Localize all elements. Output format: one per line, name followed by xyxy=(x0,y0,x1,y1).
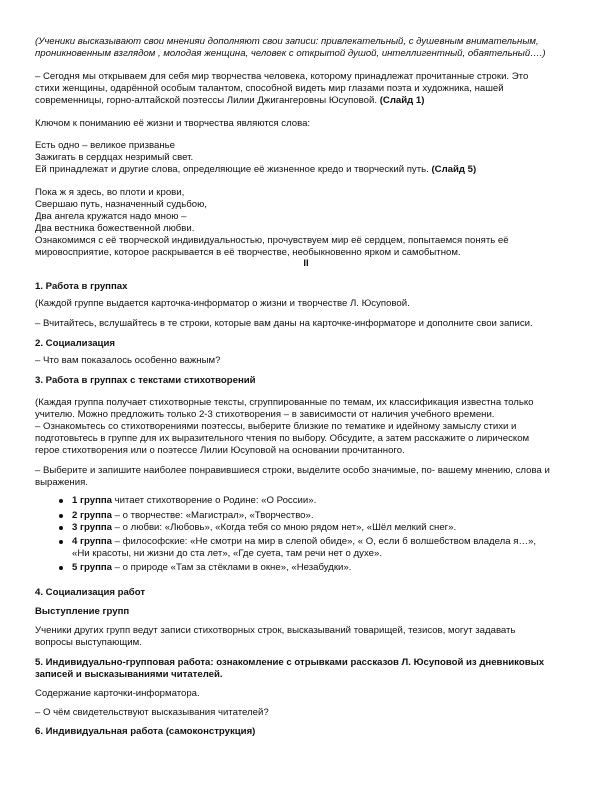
section-6-heading: 6. Индивидуальная работа (самоконструкция) xyxy=(35,726,256,737)
bullet-icon xyxy=(58,562,66,574)
bullet-icon xyxy=(58,510,66,522)
section-4-heading: 4. Социализация работ xyxy=(35,587,146,598)
group-text: – о творчестве: «Магистрал», «Творчество». xyxy=(112,510,314,521)
section-3-paragraph-1-line-4: подготовьтесь в группе для их выразительного чтения по выбору. Обсудите, а затем расскажите о лирическом xyxy=(35,433,530,444)
bullet-icon xyxy=(58,536,66,548)
section-2-paragraph-1: – Что вам показалось особенно важным? xyxy=(35,355,221,366)
intro-paragraph-1-line-2: стихи женщины, одарённой особым талантом, способной видеть мир глазами поэта и художника, нашей xyxy=(35,83,504,94)
slide-5-label: (Слайд 5) xyxy=(431,164,477,175)
intro-paragraph-1-line-3 xyxy=(35,95,424,108)
section-3-paragraph-1-line-3: – Ознакомьтесь со стихотворениями поэтессы, выберите близкие по тематике и идейному замыслу стихи и xyxy=(35,421,517,432)
poem-line-3: Два ангела кружатся надо мною – xyxy=(35,211,187,222)
section-3-paragraph-2-line-1: – Выберите и запишите наиболее понравившиеся строки, выделите особо значимые, по- вашему мнению, слова и xyxy=(35,465,550,476)
intro-paragraph-1-line-1: – Сегодня мы открываем для себя мир творчества человека, которому принадлежат прочитанные строки. Это xyxy=(35,71,529,82)
section-5-paragraph-2: – О чём свидетельствуют высказывания читателей? xyxy=(35,707,269,718)
section-4-paragraph-line-1: Ученики других групп ведут записи стихотворных строк, высказываний товарищей, тезисов, могут задавать xyxy=(35,625,516,636)
section-2-heading: 2. Социализация xyxy=(35,338,115,349)
section-3-paragraph-1-line-1: (Каждая группа получает стихотворные тексты, сгруппированные по темам, их классификация известна только xyxy=(35,397,534,408)
slide-1-label: (Слайд 1) xyxy=(379,95,425,106)
list-item xyxy=(72,522,456,535)
intro-italic-line-1: (Ученики высказывают свои мненияи дополняют свои записи: привлекательный, с душевным внимательным, xyxy=(35,36,539,47)
key-words-line: Ключом к пониманию её жизни и творчества являются слова: xyxy=(35,118,311,129)
quote-line-3 xyxy=(35,164,476,177)
group-label: 5 группа xyxy=(72,562,112,573)
quote-line-3-text: Ей принадлежат и другие слова, определяющие её жизненное кредо и творческий путь. xyxy=(35,164,429,175)
list-item xyxy=(72,510,314,523)
group-text: – о природе «Там за стёклами в окне», «Незабудки». xyxy=(112,562,352,573)
group-text: читает стихотворение о Родине: «О России». xyxy=(112,495,317,506)
bullet-icon xyxy=(58,522,66,534)
group-text: – философские: «Не смотри на мир в слепой обиде», « О, если б волшебством владела я…», xyxy=(112,536,537,547)
list-item xyxy=(72,562,351,575)
section-5-heading-line-1: 5. Индивидуально-групповая работа: ознакомление с отрывками рассказов Л. Юсуповой из дневниковых xyxy=(35,657,545,668)
group-label: 1 группа xyxy=(72,495,112,506)
list-item xyxy=(72,536,536,549)
quote-line-1: Есть одно – великое призванье xyxy=(35,140,176,151)
section-numeral: II xyxy=(303,258,309,269)
group-label: 2 группа xyxy=(72,510,112,521)
section-5-paragraph-1: Содержание карточки-информатора. xyxy=(35,688,200,699)
section-3-paragraph-1-line-2: учителю. Можно предложить только 2-3 стихотворения – в зависимости от наличия учебного времени. xyxy=(35,409,495,420)
poem-line-1: Пока ж я здесь, во плоти и крови, xyxy=(35,187,185,198)
group-label: 4 группа xyxy=(72,536,112,547)
intro-paragraph-2-line-1: Ознакомимся с её творческой индивидуальностью, прочувствуем мир её сердцем, попытаемся понять её xyxy=(35,235,509,246)
intro-italic-line-2: проникновенным взглядом , молодая женщина, человек с открытой душой, интеллигентный, обаятельный….) xyxy=(35,48,546,59)
quote-line-2: Зажигать в сердцах незримый свет. xyxy=(35,152,194,163)
section-1-paragraph-1: (Каждой группе выдается карточка-информатор о жизни и творчестве Л. Юсуповой. xyxy=(35,298,410,309)
section-4-subheading: Выступление групп xyxy=(35,606,130,617)
poem-line-2: Свершаю путь, назначенный судьбою, xyxy=(35,199,207,210)
section-3-paragraph-2-line-2: выражения. xyxy=(35,477,88,488)
section-1-heading: 1. Работа в группах xyxy=(35,281,128,292)
list-item xyxy=(72,495,316,508)
list-item-continuation: «Ни красоты, ни жизни до ста лет», «Где суета, там речи нет о духе». xyxy=(72,548,382,559)
section-3-paragraph-1-line-5: герое стихотворения или о поэтессе Лилии Юсуповой на основании прочитанного. xyxy=(35,445,405,456)
intro-paragraph-1-text: современницы, горно-алтайской поэтессы Лилии Джигангеровны Юсуповой. xyxy=(35,95,378,106)
section-1-paragraph-2: – Вчитайтесь, вслушайтесь в те строки, которые вам даны на карточке-информаторе и дополните свои записи. xyxy=(35,318,533,329)
poem-line-4: Два вестника божественной любви. xyxy=(35,223,195,234)
intro-paragraph-2-line-2: мировосприятие, которое раскрывается в её творчестве, необыкновенно ярком и самобытном. xyxy=(35,247,461,258)
section-5-heading-line-2: записей и высказываниями читателей. xyxy=(35,669,223,680)
bullet-icon xyxy=(58,495,66,507)
group-text: – о любви: «Любовь», «Когда тебя со мною рядом нет», «Шёл мелкий снег». xyxy=(112,522,457,533)
section-3-heading: 3. Работа в группах с текстами стихотворений xyxy=(35,375,256,386)
section-4-paragraph-line-2: вопросы выступающим. xyxy=(35,637,142,648)
group-label: 3 группа xyxy=(72,522,112,533)
